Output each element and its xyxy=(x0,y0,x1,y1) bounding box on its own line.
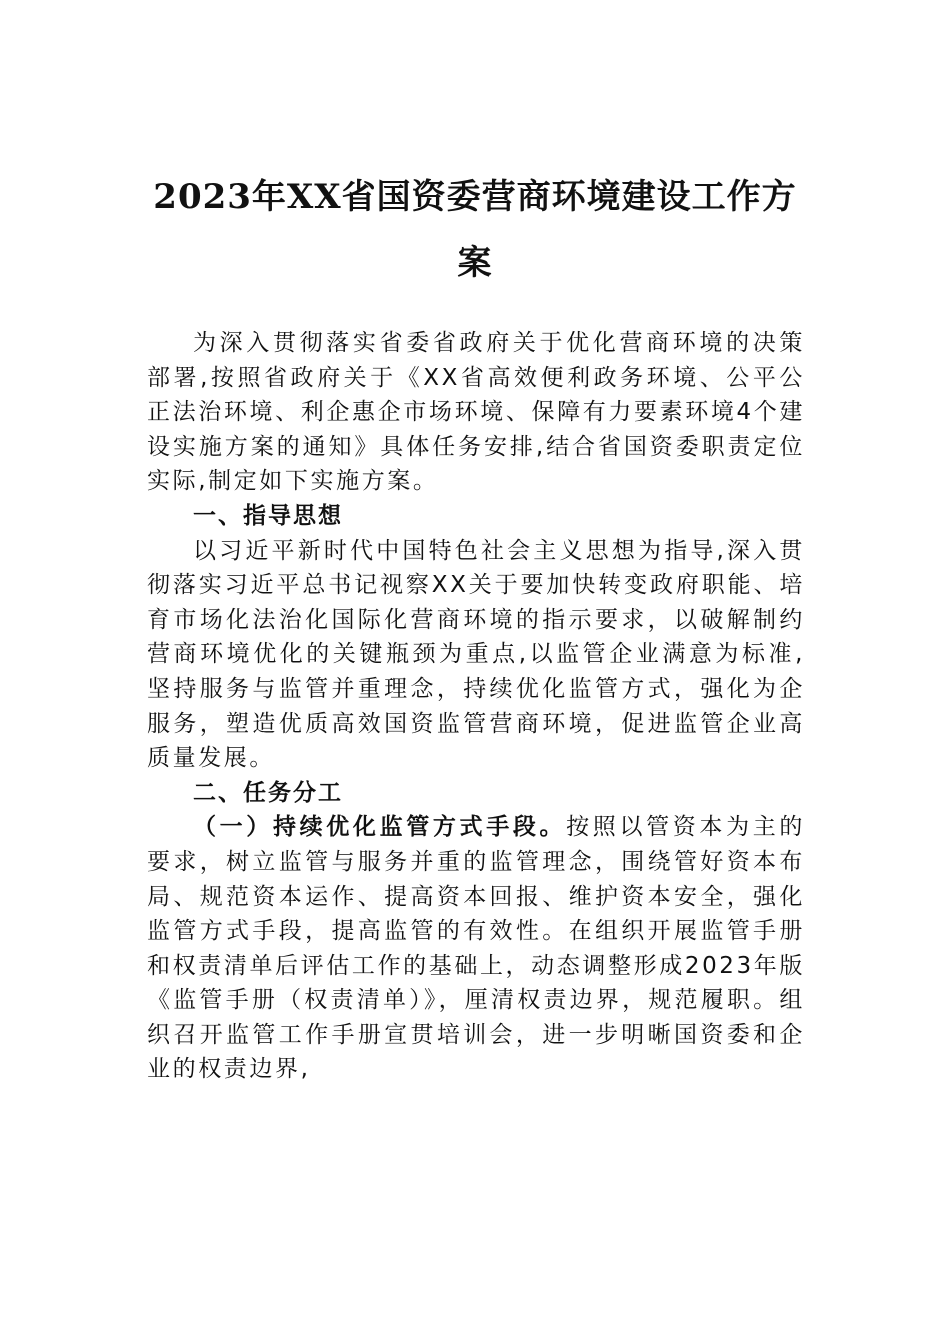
section-heading-task-division: 二、任务分工 xyxy=(193,779,343,806)
task-item-1-lead: （一）持续优化监管方式手段。 xyxy=(193,814,567,841)
task-item-1-text: 按照以管资本为主的要求，树立监管与服务并重的监管理念，围绕管好资本布局、规范资本运作、提高资本回报、维护资本安全，强化监管方式手段，提高监管的有效性。在组织开展监管手册和权责清单后评估工作的基础上，动态调整形成2023年版《监管手册（权责清单）》，厘清权责边界，规范履职。组织召开监管工作手册宣贯培训会，进一步明晰国资委和企业的权责边界, xyxy=(147,814,805,1083)
task-item-1-paragraph xyxy=(147,810,805,1087)
document-body xyxy=(147,326,805,1087)
intro-paragraph: 为深入贯彻落实省委省政府关于优化营商环境的决策部署,按照省政府关于《XX省高效便利政务环境、公平公正法治环境、利企惠企市场环境、保障有力要素环境4个建设实施方案的通知》具体任务安排,结合省国资委职责定位实际,制定如下实施方案。 xyxy=(147,330,805,495)
document-title: 2023年XX省国资委营商环境建设工作方案 xyxy=(153,177,797,283)
section-heading-guiding-ideology: 一、指导思想 xyxy=(193,502,343,529)
guiding-ideology-paragraph: 以习近平新时代中国特色社会主义思想为指导,深入贯彻落实习近平总书记视察XX关于要加快转变政府职能、培育市场化法治化国际化营商环境的指示要求，以破解制约营商环境优化的关键瓶颈为重点,以监管企业满意为标准,坚持服务与监管并重理念，持续优化监管方式，强化为企服务，塑造优质高效国资监管营商环境，促进监管企业高质量发展。 xyxy=(147,537,805,772)
